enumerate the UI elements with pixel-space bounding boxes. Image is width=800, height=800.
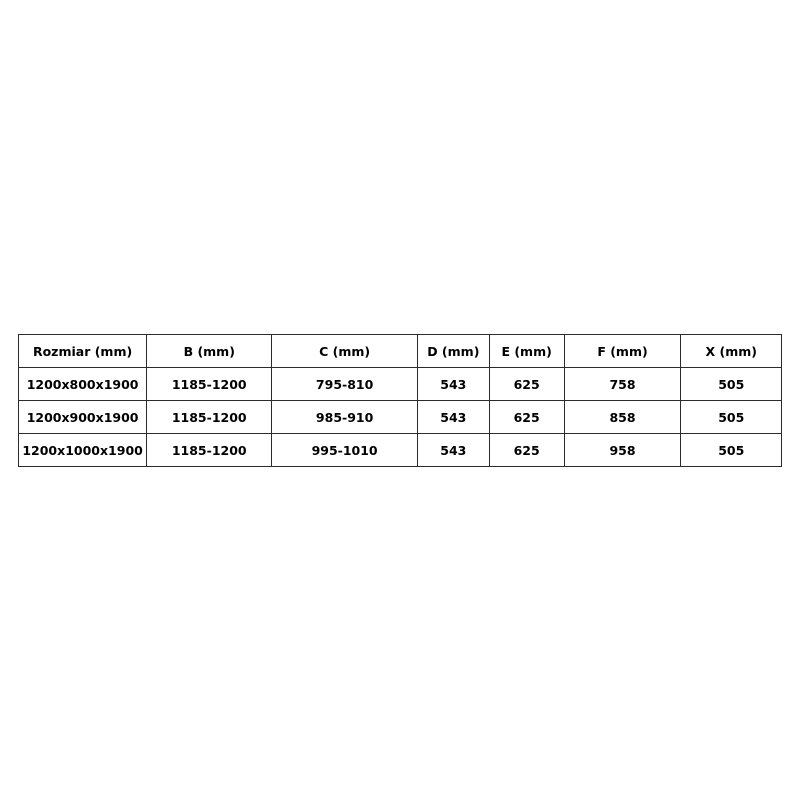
table-header-row (19, 335, 782, 368)
column-header-size: Rozmiar (mm) (19, 335, 147, 368)
cell-size: 1200x900x1900 (19, 401, 147, 434)
cell-e: 625 (489, 401, 564, 434)
table-row (19, 434, 782, 467)
cell-b: 1185-1200 (147, 434, 272, 467)
column-header-e: E (mm) (489, 335, 564, 368)
cell-x: 505 (681, 401, 782, 434)
column-header-c: C (mm) (272, 335, 418, 368)
spec-table-container (18, 334, 782, 467)
cell-b: 1185-1200 (147, 401, 272, 434)
cell-d: 543 (417, 434, 489, 467)
cell-b: 1185-1200 (147, 368, 272, 401)
table-row (19, 368, 782, 401)
table-row (19, 401, 782, 434)
column-header-b: B (mm) (147, 335, 272, 368)
column-header-x: X (mm) (681, 335, 782, 368)
cell-f: 758 (564, 368, 681, 401)
cell-e: 625 (489, 368, 564, 401)
cell-d: 543 (417, 368, 489, 401)
cell-x: 505 (681, 368, 782, 401)
cell-f: 958 (564, 434, 681, 467)
cell-x: 505 (681, 434, 782, 467)
cell-c: 995-1010 (272, 434, 418, 467)
cell-size: 1200x1000x1900 (19, 434, 147, 467)
cell-e: 625 (489, 434, 564, 467)
cell-size: 1200x800x1900 (19, 368, 147, 401)
cell-c: 795-810 (272, 368, 418, 401)
column-header-f: F (mm) (564, 335, 681, 368)
cell-c: 985-910 (272, 401, 418, 434)
specification-table (18, 334, 782, 467)
column-header-d: D (mm) (417, 335, 489, 368)
cell-f: 858 (564, 401, 681, 434)
cell-d: 543 (417, 401, 489, 434)
